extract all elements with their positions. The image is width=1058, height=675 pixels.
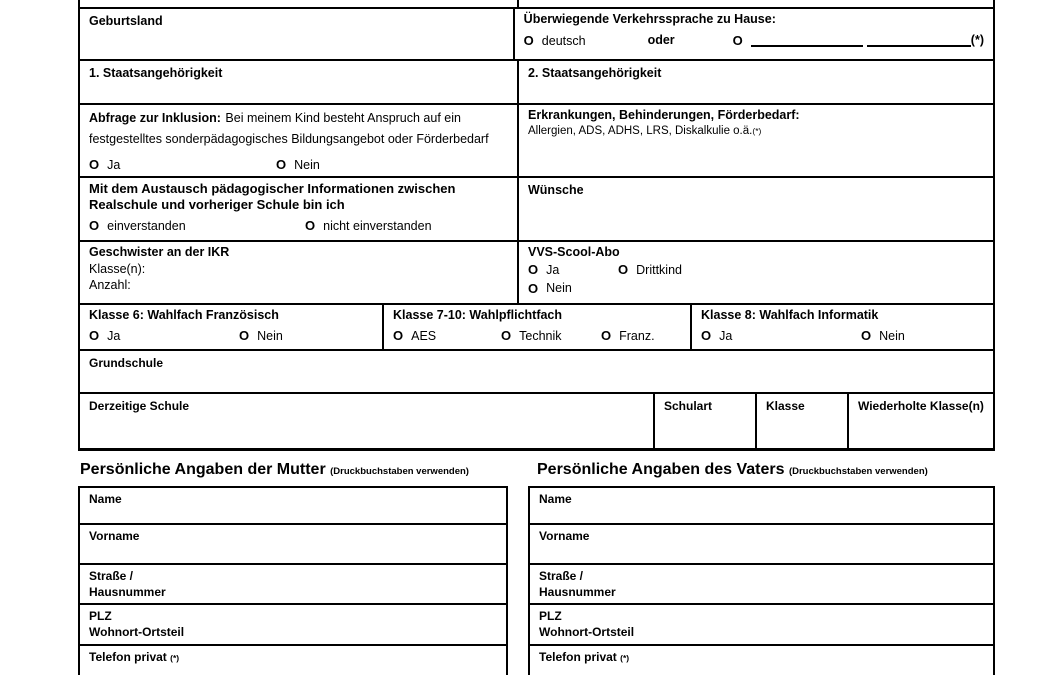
radio-deutsch-icon[interactable]: O xyxy=(523,33,534,49)
row-geburtsland-sprache xyxy=(80,9,993,61)
vater-telefon-field[interactable] xyxy=(530,646,993,675)
wf6-nein-label: Nein xyxy=(257,328,283,343)
row-geschwister-vvs xyxy=(80,242,993,305)
wpf-franz-label: Franz. xyxy=(619,328,655,343)
geburtsland-field[interactable] xyxy=(80,9,515,59)
erkrankungen-star: (*) xyxy=(752,125,762,136)
inklusion-nein-label: Nein xyxy=(294,157,320,172)
austausch-field xyxy=(80,178,519,240)
wahlfach8-title: Klasse 8: Wahlfach Informatik xyxy=(701,308,879,322)
staats2-label: 2. Staatsangehörigkeit xyxy=(528,66,662,80)
mutter-wohnort-label: Wohnort-Ortsteil xyxy=(89,625,185,640)
other-language-blank-2[interactable] xyxy=(867,34,971,47)
radio-inklusion-ja-icon[interactable]: O xyxy=(89,157,100,173)
row-inklusion-erkrankungen xyxy=(80,105,993,178)
other-language-star: (*) xyxy=(970,32,984,47)
wf8-nein-label: Nein xyxy=(879,328,905,343)
vater-title-hint: (Druckbuchstaben verwenden) xyxy=(788,466,928,477)
row-austausch-wuensche xyxy=(80,178,993,242)
radio-wf8-ja-icon[interactable]: O xyxy=(701,328,712,344)
radio-wf6-nein[interactable] xyxy=(239,328,283,344)
wuensche-label: Wünsche xyxy=(528,183,584,197)
radio-other-language-icon[interactable]: O xyxy=(732,33,743,49)
vater-name-label: Name xyxy=(539,492,572,506)
mutter-telefon-field[interactable] xyxy=(80,646,506,675)
vater-vorname-label: Vorname xyxy=(539,529,590,543)
wahlfach8-field xyxy=(692,305,993,349)
vater-name-field[interactable] xyxy=(530,488,993,525)
wiederholte-klasse-field[interactable] xyxy=(849,394,993,448)
mutter-plz-field[interactable] xyxy=(80,605,506,646)
radio-wpf-technik[interactable] xyxy=(501,328,601,344)
verkehrssprache-title: Überwiegende Verkehrssprache zu Hause: xyxy=(523,12,776,26)
mutter-vorname-label: Vorname xyxy=(89,529,140,543)
vater-strasse-label: Straße / xyxy=(539,569,584,583)
vater-table xyxy=(528,486,995,675)
radio-other-language[interactable] xyxy=(733,33,751,48)
radio-wf6-ja[interactable] xyxy=(89,328,239,344)
radio-vvs-drittkind[interactable] xyxy=(618,262,682,278)
radio-vvs-ja[interactable] xyxy=(528,262,618,278)
wahlpflichtfach-title: Klasse 7-10: Wahlpflichtfach xyxy=(393,308,563,322)
inklusion-field xyxy=(80,105,519,176)
deutsch-label: deutsch xyxy=(541,33,586,48)
mutter-hausnummer-label: Hausnummer xyxy=(89,585,166,600)
radio-wpf-franz-icon[interactable]: O xyxy=(601,328,612,344)
radio-inklusion-nein[interactable] xyxy=(276,157,320,173)
wpf-technik-label: Technik xyxy=(519,328,562,343)
radio-deutsch[interactable] xyxy=(524,33,586,49)
vater-telefon-star: (*) xyxy=(620,653,630,663)
vvs-nein-label: Nein xyxy=(546,280,572,295)
staats1-label: 1. Staatsangehörigkeit xyxy=(89,66,223,80)
staats1-field[interactable] xyxy=(80,61,519,103)
radio-wf8-nein[interactable] xyxy=(861,328,905,344)
inklusion-ja-label: Ja xyxy=(107,157,121,172)
vvs-title: VVS-Scool-Abo xyxy=(528,245,620,259)
mutter-telefon-label: Telefon privat xyxy=(89,650,167,664)
radio-vvs-nein[interactable] xyxy=(528,280,572,296)
mutter-table xyxy=(78,486,508,675)
radio-wf8-nein-icon[interactable]: O xyxy=(861,328,872,344)
vater-telefon-label: Telefon privat xyxy=(539,650,617,664)
erkrankungen-field[interactable] xyxy=(519,105,993,176)
student-data-table xyxy=(78,0,995,451)
vater-wohnort-label: Wohnort-Ortsteil xyxy=(539,625,635,640)
nicht-einverstanden-label: nicht einverstanden xyxy=(323,218,432,233)
geschwister-title: Geschwister an der IKR xyxy=(89,245,230,259)
row-wahlfach xyxy=(80,305,993,351)
einverstanden-label: einverstanden xyxy=(107,218,186,233)
mutter-strasse-field[interactable] xyxy=(80,565,506,605)
vater-hausnummer-label: Hausnummer xyxy=(539,585,616,600)
vater-section-title xyxy=(537,461,928,479)
mutter-plz-label: PLZ xyxy=(89,609,112,623)
wuensche-field[interactable] xyxy=(519,178,993,240)
radio-wf8-ja[interactable] xyxy=(701,328,861,344)
radio-wpf-aes-icon[interactable]: O xyxy=(393,328,404,344)
wf8-ja-label: Ja xyxy=(719,328,733,343)
geschwister-klassen-label[interactable]: Klasse(n): xyxy=(89,261,146,276)
vater-strasse-field[interactable] xyxy=(530,565,993,605)
mutter-title-text: Persönliche Angaben der Mutter xyxy=(80,461,326,478)
mutter-name-label: Name xyxy=(89,492,122,506)
staats2-field[interactable] xyxy=(519,61,993,103)
inklusion-title: Abfrage zur Inklusion: xyxy=(89,111,221,125)
cutoff-row-top xyxy=(80,0,993,9)
schulart-label: Schulart xyxy=(664,399,713,413)
vater-plz-field[interactable] xyxy=(530,605,993,646)
radio-inklusion-nein-icon[interactable]: O xyxy=(276,157,287,173)
row-derzeitige-schule xyxy=(80,394,993,448)
mutter-section-title xyxy=(80,461,469,479)
wiederholte-klasse-label: Wiederholte Klasse(n) xyxy=(858,399,984,413)
mutter-strasse-label: Straße / xyxy=(89,569,134,583)
derzeitige-schule-label: Derzeitige Schule xyxy=(89,399,190,413)
radio-wpf-franz[interactable] xyxy=(601,328,655,344)
cutoff-cell xyxy=(80,0,519,7)
radio-vvs-drittkind-icon[interactable]: O xyxy=(618,262,629,278)
radio-einverstanden[interactable] xyxy=(89,218,305,234)
vater-vorname-field[interactable] xyxy=(530,525,993,565)
radio-wf6-ja-icon[interactable]: O xyxy=(89,328,100,344)
geschwister-field xyxy=(80,242,519,303)
derzeitige-schule-field[interactable] xyxy=(80,394,655,448)
radio-wf6-nein-icon[interactable]: O xyxy=(239,328,250,344)
radio-einverstanden-icon[interactable]: O xyxy=(89,218,100,234)
mutter-vorname-field[interactable] xyxy=(80,525,506,565)
wpf-aes-label: AES xyxy=(411,328,437,343)
geschwister-anzahl-label[interactable]: Anzahl: xyxy=(89,277,131,292)
oder-label: oder xyxy=(647,32,675,47)
grundschule-label: Grundschule xyxy=(89,356,164,370)
radio-vvs-nein-icon[interactable]: O xyxy=(528,280,539,296)
klasse-field[interactable] xyxy=(757,394,849,448)
radio-inklusion-ja[interactable] xyxy=(89,157,276,173)
vvs-ja-label: Ja xyxy=(546,262,560,277)
radio-nicht-einverstanden[interactable] xyxy=(305,218,432,234)
wahlpflichtfach-field xyxy=(384,305,692,349)
other-language-blank-1[interactable] xyxy=(751,34,863,47)
grundschule-field[interactable] xyxy=(80,351,993,392)
erkrankungen-text: Allergien, ADS, ADHS, LRS, Diskalkulie o.ä. xyxy=(528,124,753,137)
mutter-telefon-star: (*) xyxy=(170,653,180,663)
vvs-drittkind-label: Drittkind xyxy=(636,262,682,277)
wahlfach6-title: Klasse 6: Wahlfach Französisch xyxy=(89,308,279,322)
row-staatsangehoerigkeit xyxy=(80,61,993,105)
vater-title-text: Persönliche Angaben des Vaters xyxy=(537,461,785,478)
verkehrssprache-field xyxy=(515,9,993,59)
austausch-text: Mit dem Austausch pädagogischer Informationen zwischen Realschule und vorheriger Schule bin ich xyxy=(89,181,456,213)
vater-plz-label: PLZ xyxy=(539,609,562,623)
schulart-field[interactable] xyxy=(655,394,757,448)
mutter-title-hint: (Druckbuchstaben verwenden) xyxy=(330,466,469,477)
inklusion-text: Bei meinem Kind besteht Anspruch auf ein festgestelltes sonderpädagogisches Bildungsangebot oder Förderbedarf xyxy=(89,111,489,146)
radio-wpf-aes[interactable] xyxy=(393,328,501,344)
row-grundschule xyxy=(80,351,993,394)
radio-nicht-einverstanden-icon[interactable]: O xyxy=(305,218,316,234)
erkrankungen-title: Erkrankungen, Behinderungen, Förderbedarf: xyxy=(528,108,800,122)
klasse-label: Klasse xyxy=(766,399,805,413)
wf6-ja-label: Ja xyxy=(107,328,121,343)
radio-wpf-technik-icon[interactable]: O xyxy=(501,328,512,344)
mutter-name-field[interactable] xyxy=(80,488,506,525)
geburtsland-label: Geburtsland xyxy=(89,14,163,28)
wahlfach6-field xyxy=(80,305,384,349)
radio-vvs-ja-icon[interactable]: O xyxy=(528,262,539,278)
vvs-field xyxy=(519,242,993,303)
